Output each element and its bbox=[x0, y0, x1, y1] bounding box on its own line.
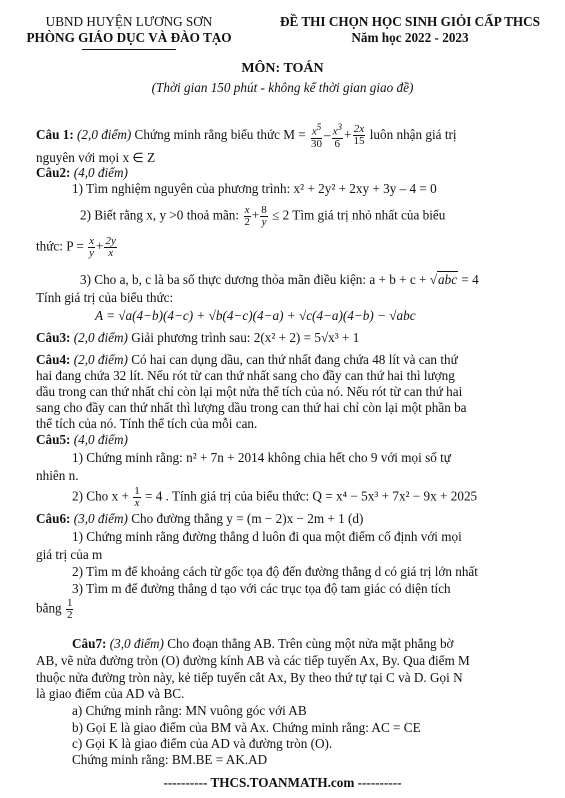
q1-frac1: $\frac{x^5}{30}$ bbox=[311, 122, 323, 150]
header-right-2: Năm học 2022 - 2023 bbox=[351, 30, 469, 45]
header-left-1: UBND HUYỆN LƯƠNG SƠN bbox=[45, 14, 213, 29]
q5-p2a: 2) Cho x + bbox=[72, 488, 129, 504]
q2-sqrt-abc: abc bbox=[438, 272, 458, 287]
q2-p2c: thức: P = bbox=[36, 238, 84, 254]
time-note: (Thời gian 150 phút - không kể thời gian giao đề) bbox=[151, 80, 414, 95]
q1-text2: luôn nhận giá trị bbox=[366, 126, 457, 142]
q6-line bbox=[36, 511, 363, 527]
q1-line1: Câu 1: (2,0 điểm) Chứng minh rằng biểu thức M = $\frac{x^5}{30}$ – $\frac{x^3}{6}$ + $\frac{2x}{15}$ luôn nhận giá trị bbox=[36, 122, 457, 150]
q1-text1: Chứng minh rằng biểu thức M = bbox=[131, 126, 306, 142]
q5-part1-line1: 1) Chứng minh rằng: n² + 7n + 2014 không chia hết cho 9 với mọi số tự bbox=[72, 450, 451, 465]
q3-points: (2,0 điểm) bbox=[70, 330, 128, 345]
q6-part1-line1: 1) Chứng minh rằng đường thẳng d luôn đi qua một điểm cố định với mọi bbox=[72, 529, 462, 544]
q2-frac-x2: $\frac{x}{2}$ bbox=[244, 204, 250, 228]
q5-part2 bbox=[72, 486, 477, 509]
q6-text: Cho đường thẳng y = (m − 2)x − 2m + 1 (d) bbox=[127, 511, 364, 526]
q2-part3-line2: Tính giá trị của biểu thức: bbox=[36, 290, 174, 305]
footer-source: ---------- THCS.TOANMATH.com ---------- bbox=[163, 775, 402, 790]
q1-label: Câu 1: bbox=[36, 126, 74, 142]
q2-frac-8y: $\frac{8}{y}$ bbox=[261, 204, 267, 228]
q6-points: (3,0 điểm) bbox=[70, 511, 128, 526]
q5-label: Câu5: bbox=[36, 432, 71, 447]
q5-heading bbox=[36, 432, 128, 448]
q3-label: Câu3: bbox=[36, 330, 71, 345]
q2-part2-line2: thức: P = $\frac{x}{y}$ + $\frac{2y}{x}$ bbox=[36, 235, 116, 259]
q7-line4: là giao điểm của AD và BC. bbox=[36, 686, 185, 701]
q1-line2: nguyên với mọi x ∈ Z bbox=[36, 150, 156, 165]
subject-title: MÔN: TOÁN bbox=[241, 61, 324, 76]
q2-points: (4,0 điểm) bbox=[70, 165, 128, 180]
q1-frac3: $\frac{2x}{15}$ bbox=[353, 123, 365, 148]
q7-l1: Cho đoạn thẳng AB. Trên cùng một nửa mặt phẳng bờ bbox=[163, 636, 454, 651]
q7-part-d: Chứng minh rằng: BM.BE = AK.AD bbox=[72, 752, 268, 767]
q2-p2b: ≤ 2 Tìm giá trị nhỏ nhất của biểu bbox=[272, 207, 446, 223]
q1-points: (2,0 điểm) bbox=[73, 126, 132, 142]
header-underline bbox=[82, 49, 176, 50]
header-left-2: PHÒNG GIÁO DỤC VÀ ĐÀO TẠO bbox=[26, 30, 232, 45]
header-right-1: ĐỀ THI CHỌN HỌC SINH GIỎI CẤP THCS bbox=[279, 14, 541, 29]
q2-frac-2yx: $\frac{2y}{x}$ bbox=[105, 235, 116, 259]
q5-points: (4,0 điểm) bbox=[70, 432, 128, 447]
q4-line2: hai đang chứa 32 lít. Nếu rót từ can thứ nhất sang cho đầy can thứ hai thì lượng bbox=[36, 368, 455, 383]
q2-label: Câu2: bbox=[36, 165, 71, 180]
q7-line1 bbox=[72, 636, 454, 652]
q2-heading bbox=[36, 165, 128, 181]
q4-line1 bbox=[36, 352, 458, 368]
q4-points: (2,0 điểm) bbox=[70, 352, 128, 367]
q2-p2a: 2) Biết rằng x, y >0 thoả mãn: bbox=[80, 207, 240, 223]
q2-frac-xy: $\frac{x}{y}$ bbox=[89, 235, 94, 259]
q2-part3-line1: 3) Cho a, b, c là ba số thực dương thỏa mãn điều kiện: a + b + c + √abc = 4 bbox=[80, 272, 479, 287]
q6-part3-line1: 3) Tìm m để đường thẳng d tạo với các trục tọa độ tam giác có diện tích bbox=[72, 581, 451, 596]
q6-part2: 2) Tìm m để khoảng cách từ gốc tọa độ đến đường thẳng d có giá trị lớn nhất bbox=[72, 564, 478, 579]
q2-part2-line1: 2) Biết rằng x, y >0 thoả mãn: $\frac{x}{2}$ + $\frac{8}{y}$ ≤ 2 Tìm giá trị nhỏ nhất của biểu bbox=[80, 204, 446, 228]
q1-frac2: $\frac{x^3}{6}$ bbox=[332, 122, 342, 150]
q4-line5: thể tích của nó. Tính thể tích của mỗi can. bbox=[36, 416, 258, 431]
q4-l1: Có hai can dụng dầu, can thứ nhất đang chứa 48 lít và can thứ bbox=[127, 352, 458, 367]
q6-part3-line2 bbox=[36, 598, 74, 621]
q7-part-c: c) Gọi K là giao điểm của AD và đường tròn (O). bbox=[72, 736, 333, 751]
q4-line4: sang cho đầy can thứ nhất thì lượng dầu trong can thứ hai chỉ còn lại một phần ba bbox=[36, 400, 467, 415]
q6-label: Câu6: bbox=[36, 511, 71, 526]
q2-part3-formula: A = √a(4−b)(4−c) + √b(4−c)(4−a) + √c(4−a)(4−b) − √abc bbox=[95, 308, 416, 323]
q5-part1-line2: nhiên n. bbox=[36, 468, 79, 483]
q7-part-a: a) Chứng minh rằng: MN vuông góc với AB bbox=[72, 703, 307, 718]
q6-frac-half: $\frac{1}{2}$ bbox=[66, 597, 73, 621]
q6-part1-line2: giá trị của m bbox=[36, 547, 103, 562]
q4-line3: dầu trong can thứ nhất chỉ còn lại một nửa thể tích của nó. Nếu rót từ can thứ hai bbox=[36, 384, 463, 399]
q2-p3a: 3) Cho a, b, c là ba số thực dương thỏa mãn điều kiện: a + b + c + bbox=[80, 272, 427, 287]
q7-line3: thuộc nửa đường tròn này, kẻ tiếp tuyến cắt Ax, By theo thứ tự tại C và D. Gọi N bbox=[36, 670, 463, 685]
q5-frac-1x: $\frac{1}{x}$ bbox=[134, 485, 140, 509]
q7-label: Câu7: bbox=[72, 636, 107, 651]
q3-line bbox=[36, 330, 359, 346]
q7-part-b: b) Gọi E là giao điểm của BM và Ax. Chứng minh rằng: AC = CE bbox=[72, 720, 421, 735]
q6-p3b: bằng bbox=[36, 600, 62, 616]
q5-p2b: = 4 . Tính giá trị của biểu thức: Q = x⁴ − 5x³ + 7x² − 9x + 2025 bbox=[144, 488, 478, 504]
q7-points: (3,0 điểm) bbox=[106, 636, 164, 651]
q3-text: Giải phương trình sau: 2(x² + 2) = 5√x³ + 1 bbox=[127, 330, 360, 345]
q7-line2: AB, vẽ nửa đường tròn (O) đường kính AB và các tiếp tuyến Ax, By. Qua điểm M bbox=[36, 653, 470, 668]
q2-part1: 1) Tìm nghiệm nguyên của phương trình: x² + 2y² + 2xy + 3y – 4 = 0 bbox=[72, 181, 437, 196]
q4-label: Câu4: bbox=[36, 352, 71, 367]
q2-p3b: = 4 bbox=[461, 272, 479, 287]
